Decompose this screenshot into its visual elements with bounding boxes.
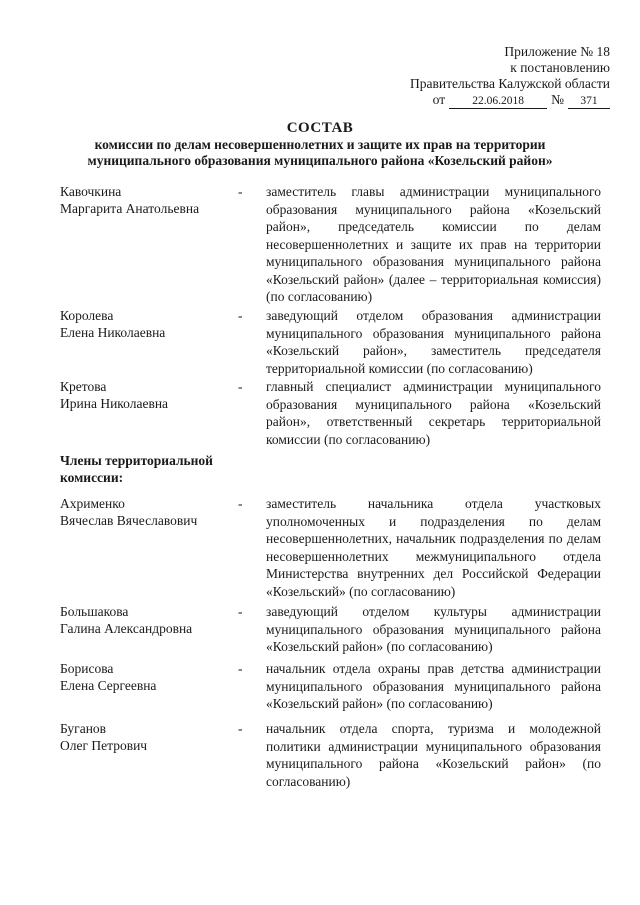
appendix-date-line <box>433 92 610 109</box>
member-name <box>60 603 235 637</box>
members-heading: Члены территориальной комиссии: <box>60 453 213 485</box>
member-surname: Кавочкина <box>60 184 122 199</box>
member-surname: Кретова <box>60 379 107 394</box>
appendix-issuer: Правительства Калужской области <box>409 76 610 91</box>
member-name <box>60 183 235 217</box>
row-dash: - <box>238 661 243 676</box>
resolution-number: 371 <box>568 94 610 109</box>
member-name <box>60 378 235 412</box>
member-surname: Борисова <box>60 661 114 676</box>
document-subtitle-line1: комиссии по делам несовершеннолетних и защите их прав на территории <box>94 137 546 152</box>
member-given-names: Олег Петрович <box>60 738 148 753</box>
member-given-names: Вячеслав Вячеславович <box>60 513 198 528</box>
member-position: главный специалист администрации муниципального образования муниципального района «Козельский район», ответственный секретарь территориальной комиссии (по согласованию) <box>266 379 601 447</box>
row-dash: - <box>238 184 243 199</box>
appendix-to-resolution: к постановлению <box>510 60 610 75</box>
member-surname: Буганов <box>60 721 107 736</box>
row-dash: - <box>238 604 243 619</box>
member-name <box>60 495 235 529</box>
member-given-names: Елена Николаевна <box>60 325 166 340</box>
row-dash: - <box>238 496 243 511</box>
member-position: заместитель начальника отдела участковых уполномоченных и подразделения по делам несовершеннолетних, начальник подразделения по делам несовершеннолетних межмуниципального отдела Министерства внутренних дел Российской Федерации «Козельский» (по согласованию) <box>266 496 601 599</box>
member-surname: Большакова <box>60 604 129 619</box>
member-position: начальник отдела спорта, туризма и молодежной политики администрации муниципального образования муниципального района «Козельский район» (по согласованию) <box>266 721 601 789</box>
member-given-names: Галина Александровна <box>60 621 193 636</box>
member-given-names: Елена Сергеевна <box>60 678 157 693</box>
row-dash: - <box>238 308 243 323</box>
row-dash: - <box>238 379 243 394</box>
document-title: СОСТАВ <box>286 120 354 136</box>
member-name <box>60 660 235 694</box>
member-given-names: Маргарита Анатольевна <box>60 201 200 216</box>
member-surname: Ахрименко <box>60 496 125 511</box>
appendix-number: Приложение № 18 <box>504 44 610 59</box>
member-position: начальник отдела охраны прав детства администрации муниципального образования муниципального района «Козельский район» (по согласованию) <box>266 661 601 711</box>
number-label: № <box>551 92 564 107</box>
row-dash: - <box>238 721 243 736</box>
document-subtitle-line2: муниципального образования муниципального района «Козельский район» <box>87 153 553 168</box>
member-position: заведующий отделом культуры администрации муниципального образования муниципального района «Козельский район» (по согласованию) <box>266 604 601 654</box>
member-surname: Королева <box>60 308 114 323</box>
resolution-date: 22.06.2018 <box>449 94 547 109</box>
member-name <box>60 307 235 341</box>
member-position: заведующий отделом образования администрации муниципального образования муниципального района «Козельский район», заместитель председателя территориальной комиссии (по согласованию) <box>266 308 601 376</box>
member-name <box>60 720 235 754</box>
member-given-names: Ирина Николаевна <box>60 396 169 411</box>
member-position: заместитель главы администрации муниципального образования муниципального района «Козельский район», председатель комиссии по делам несовершеннолетних и защите их прав на территории муниципального образования муниципального района «Козельский район» (далее – территориальная комиссия) (по согласованию) <box>266 184 601 304</box>
from-label: от <box>432 92 446 107</box>
